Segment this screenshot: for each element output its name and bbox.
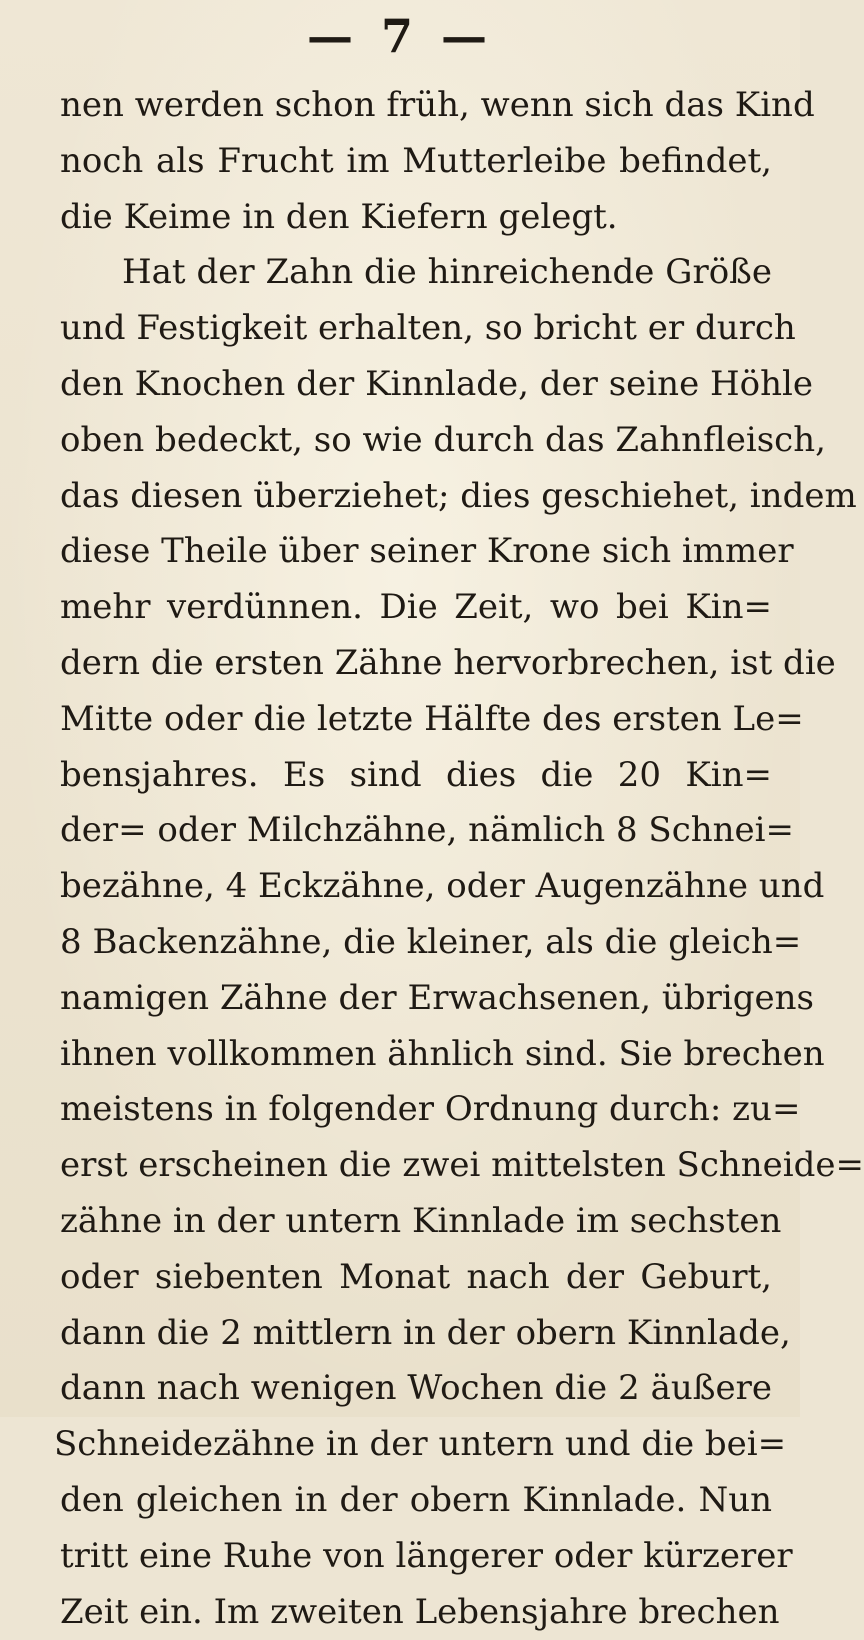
text-line: oben bedeckt, so wie durch das Zahnfleisch, [60,419,826,460]
text-line: das diesen überziehet; dies geschiehet, indem [60,475,857,516]
text-line: bensjahres. Es sind dies die 20 Kin= [60,754,772,795]
text-line: zähne in der untern Kinnlade im sechsten [60,1200,782,1241]
text-line: dann nach wenigen Wochen die 2 äußere [60,1368,772,1409]
text-line: der= oder Milchzähne, nämlich 8 Schnei= [60,810,795,851]
text-line: die Keime in den Kiefern gelegt. [60,196,618,237]
text-line: den Knochen der Kinnlade, der seine Höhle [60,363,814,404]
text-line: bezähne, 4 Eckzähne, oder Augenzähne und [60,866,825,907]
text-line: Hat der Zahn die hinreichende Größe [122,252,772,293]
text-line: und Festigkeit erhalten, so bricht er durch [60,308,796,349]
text-line: oder siebenten Monat nach der Geburt, [60,1256,772,1297]
page-number: — 7 — [306,9,494,63]
text-line: 8 Backenzähne, die kleiner, als die gleich= [60,921,802,962]
text-line: dern die ersten Zähne hervorbrechen, ist die [60,642,836,683]
text-line: noch als Frucht im Mutterleibe befindet, [60,140,772,181]
body-text [54,78,864,1640]
text-line: diese Theile über seiner Krone sich immer [60,531,794,572]
text-line: Mitte oder die letzte Hälfte des ersten Le= [60,698,804,739]
text-line: namigen Zähne der Erwachsenen, übrigens [60,977,814,1018]
text-line: den gleichen in der obern Kinnlade. Nun [60,1479,772,1520]
text-line: nen werden schon früh, wenn sich das Kind [60,85,815,125]
text-line: dann die 2 mittlern in der obern Kinnlade, [60,1312,791,1353]
text-line: meistens in folgender Ordnung durch: zu= [60,1089,801,1130]
text-line: mehr verdünnen. Die Zeit, wo bei Kin= [60,587,772,628]
text-line: tritt eine Ruhe von längerer oder kürzerer [60,1535,793,1576]
text-line: ihnen vollkommen ähnlich sind. Sie brechen [60,1033,825,1074]
text-line: erst erscheinen die zwei mittelsten Schneide= [60,1145,864,1186]
text-line: Schneidezähne in der untern und die bei= [54,1424,787,1465]
text-line: Zeit ein. Im zweiten Lebensjahre brechen [60,1591,780,1632]
